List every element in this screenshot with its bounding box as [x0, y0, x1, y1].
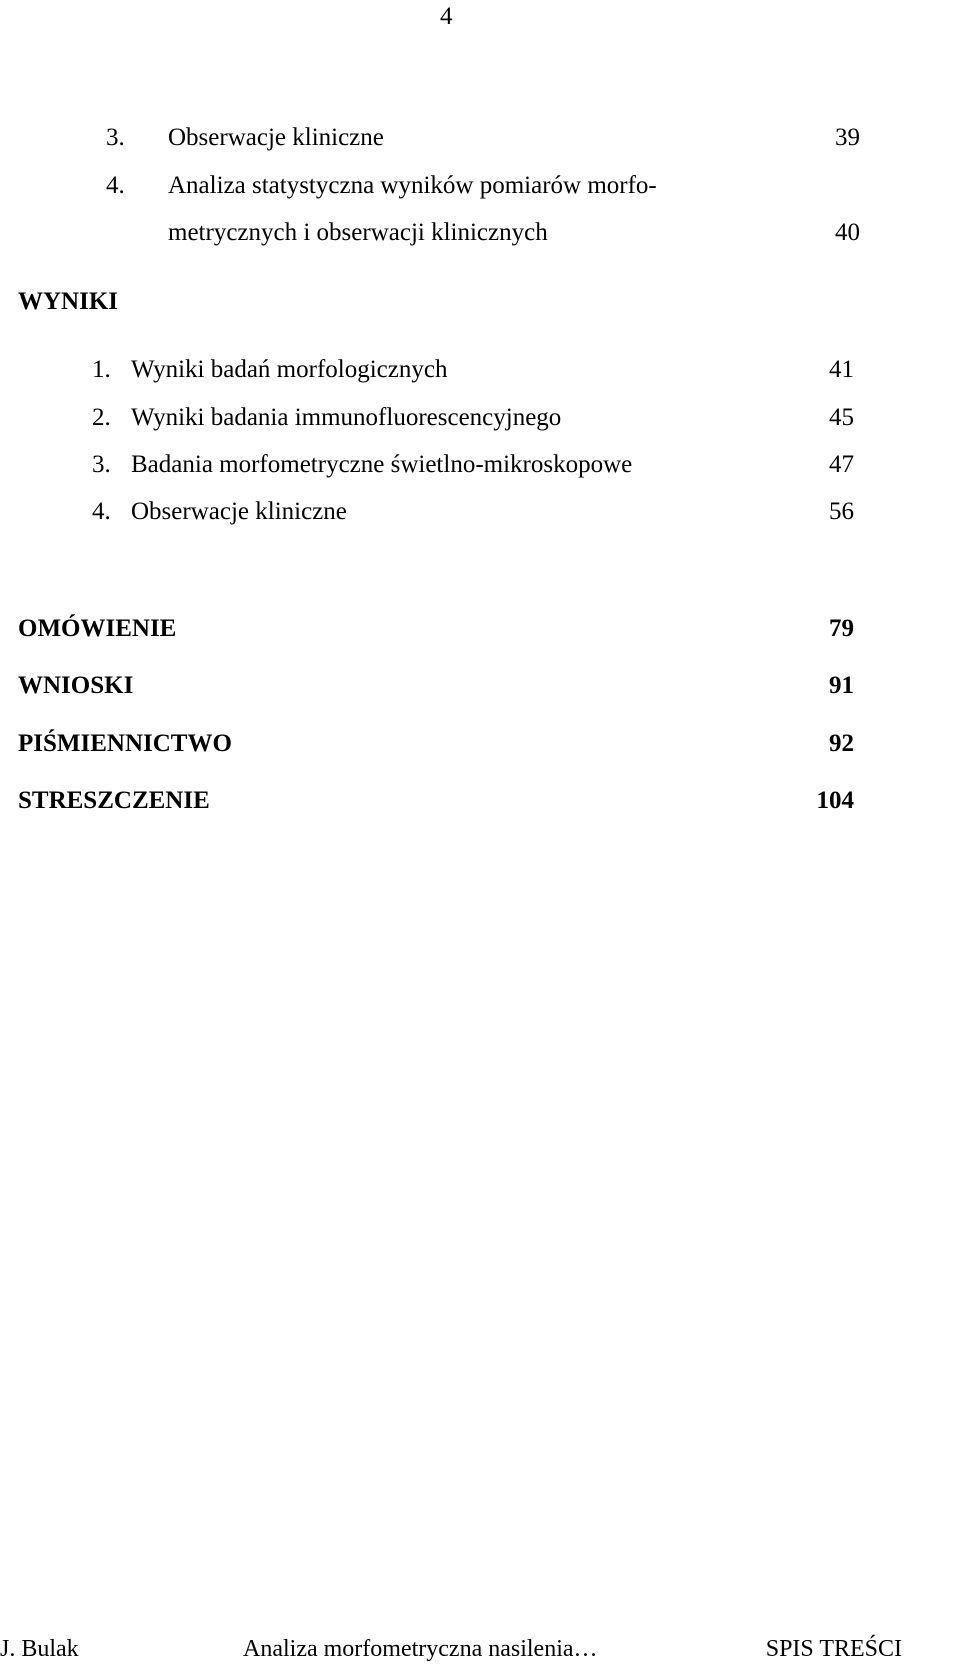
toc-entry-number: 2. — [92, 404, 111, 431]
toc-entry-page: 47 — [829, 451, 854, 478]
toc-entry-title: Badania morfometryczne świetlno-mikroskopowe — [131, 451, 633, 478]
toc-section-page: 92 — [829, 730, 854, 757]
section-heading-results: WYNIKI — [18, 288, 119, 315]
toc-section-page: 79 — [829, 615, 854, 642]
footer-title: Analiza morfometryczna nasilenia… — [243, 1636, 598, 1662]
toc-entry-number: 3. — [92, 451, 111, 478]
toc-entry-title: Wyniki badania immunofluorescencyjnego — [131, 404, 562, 431]
toc-entry-page: 56 — [829, 498, 854, 525]
footer-section: SPIS TREŚCI — [765, 1636, 902, 1662]
toc-section-title: PIŚMIENNICTWO — [18, 730, 232, 757]
toc-section-title: STRESZCZENIE — [18, 787, 210, 814]
toc-entry-title-line1: Analiza statystyczna wyników pomiarów morfo- — [168, 172, 657, 199]
toc-entry-page: 45 — [829, 404, 854, 431]
toc-entry-title-line2: metrycznych i obserwacji klinicznych — [168, 219, 548, 246]
toc-entry-number: 4. — [106, 172, 125, 199]
toc-entry-number: 3. — [106, 124, 125, 151]
toc-section-page: 104 — [816, 787, 854, 814]
footer-author: J. Bulak — [0, 1636, 79, 1662]
page-number: 4 — [440, 3, 453, 30]
toc-section-title: OMÓWIENIE — [18, 615, 177, 642]
toc-entry-number: 1. — [92, 356, 111, 383]
toc-entry-page: 40 — [835, 219, 860, 246]
toc-section-page: 91 — [829, 672, 854, 699]
toc-entry-title: Obserwacje kliniczne — [131, 498, 347, 525]
toc-entry-title: Wyniki badań morfologicznych — [131, 356, 448, 383]
toc-entry-number: 4. — [92, 498, 111, 525]
toc-entry-page: 41 — [829, 356, 854, 383]
toc-entry-title: Obserwacje kliniczne — [168, 124, 384, 151]
toc-entry-page: 39 — [835, 124, 860, 151]
toc-section-title: WNIOSKI — [18, 672, 134, 699]
